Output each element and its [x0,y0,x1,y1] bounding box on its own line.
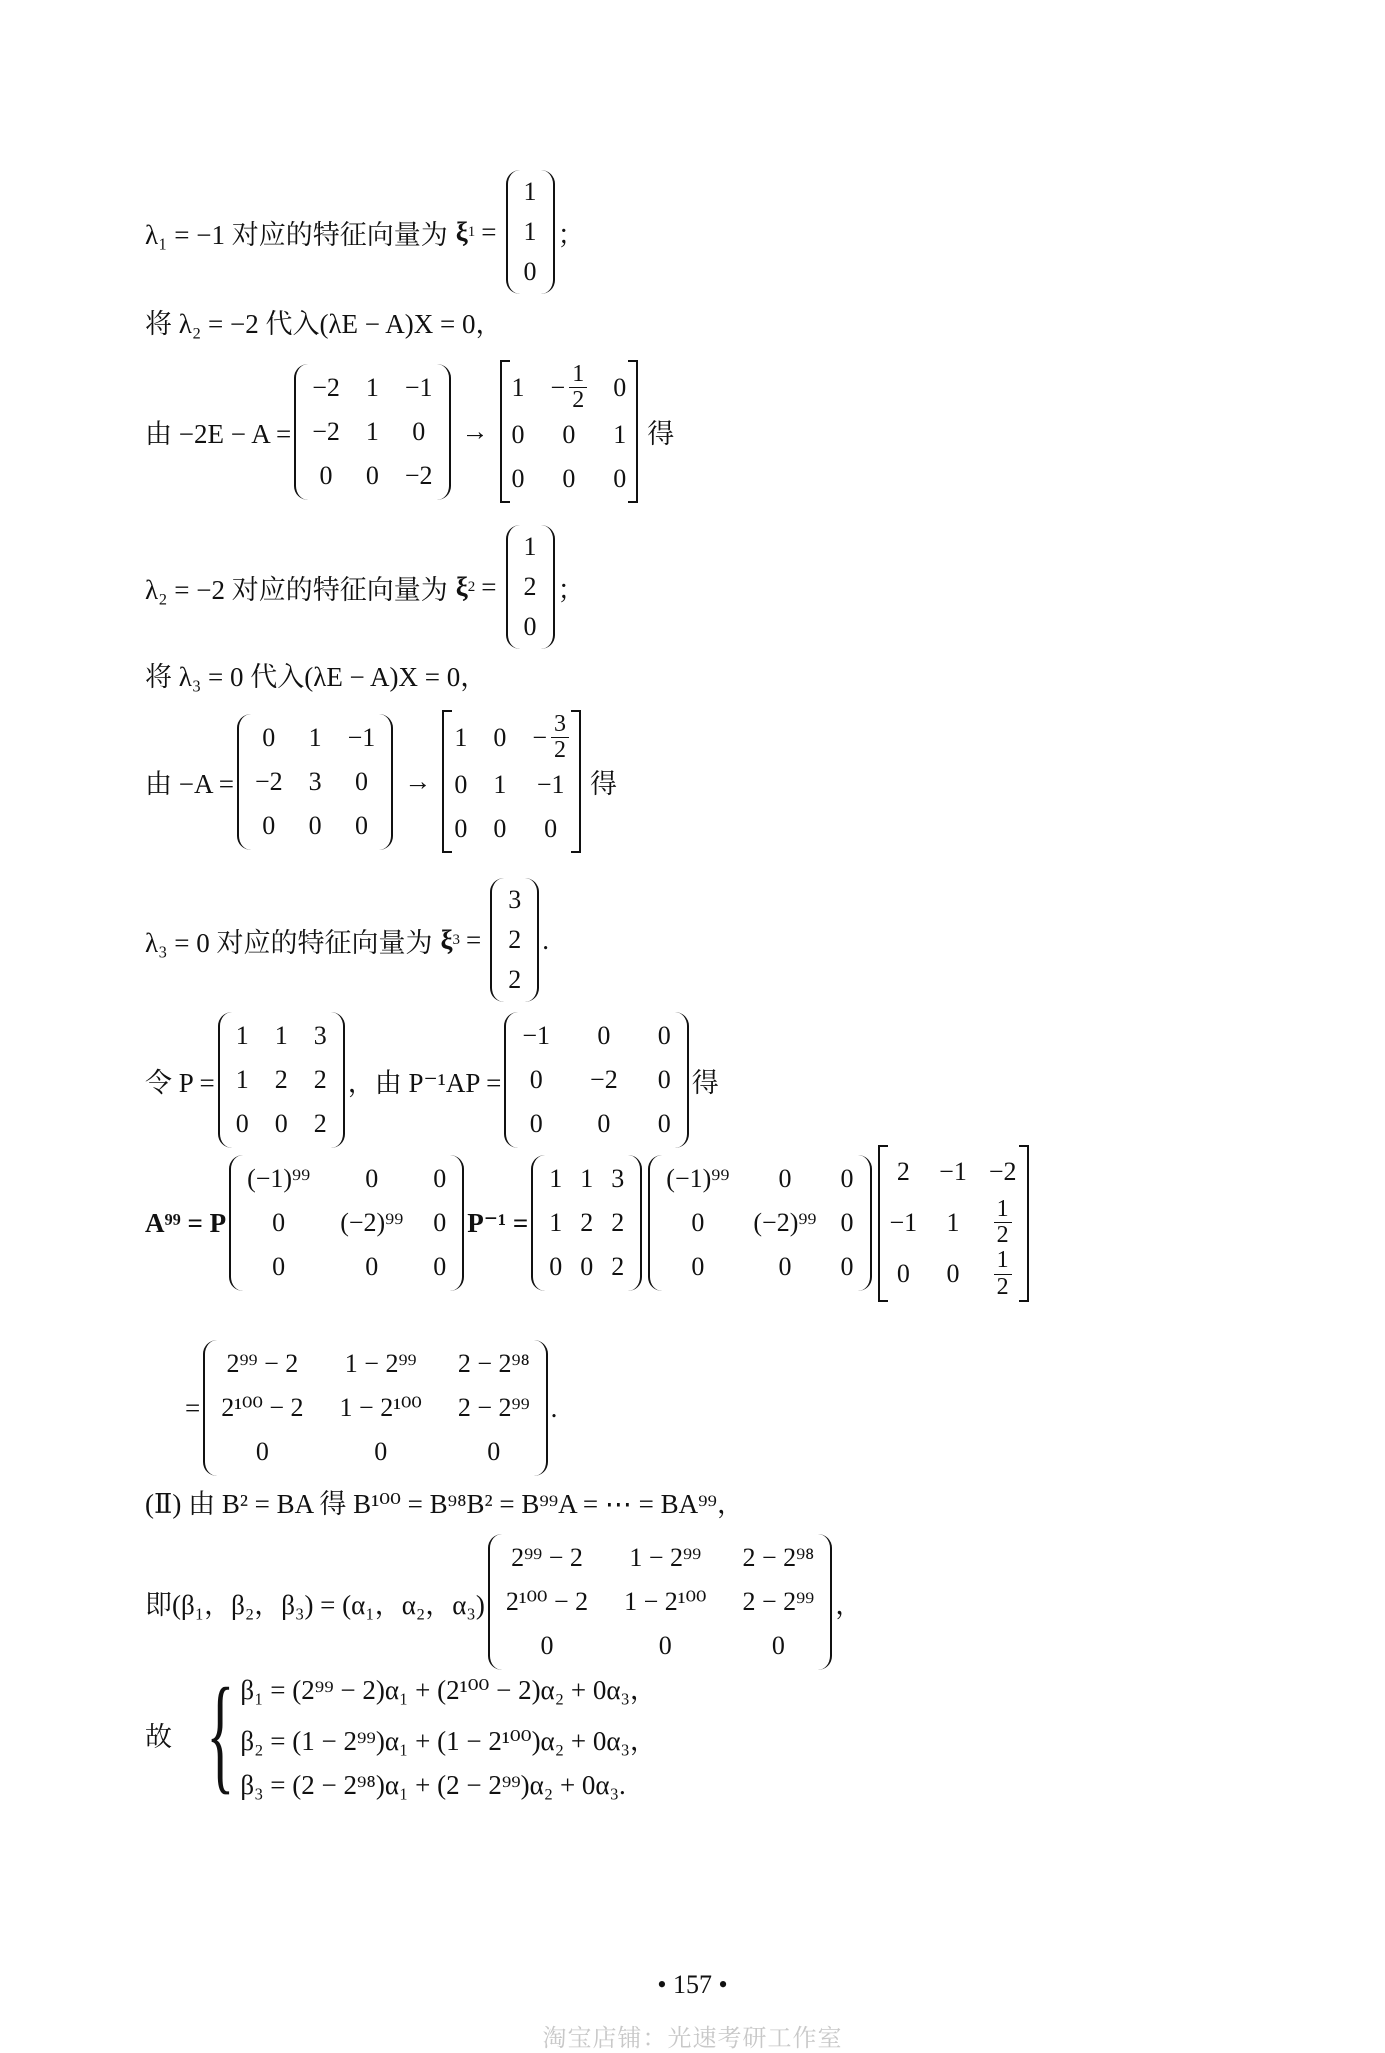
beta-alpha-prefix: 即(β₁，β₂，β₃) = (α₁，α₂，α₃) [145,1589,485,1620]
reduced-matrix-1: 1 − $\frac{1}{2}$ 0 0 0 1 0 0 0 [500,360,639,503]
xi2-vector: 1 2 0 [506,525,555,649]
eigenvector-1-line: λ₁ = −1 对应的特征向量为 ξ 1 = 1 1 0 ； [145,170,585,294]
diagonalize-line: 令 P = 1 1 3 1 2 2 0 0 2 ，由 P⁻¹AP = −1 0 0 0 −2 0 0 0 0 得 [145,1012,719,1148]
matrix-A99: 2⁹⁹ − 2 1 − 2⁹⁹ 2 − 2⁹⁸ 2¹⁰⁰ − 2 1 − 2¹⁰⁰ 2 − 2⁹⁹ 0 0 0 [203,1340,547,1476]
matrix-neg-A: 0 1 −1 −2 3 0 0 0 0 [237,714,393,850]
matrix-D99-again: (−1)⁹⁹ 0 0 0 (−2)⁹⁹ 0 0 0 0 [648,1155,871,1291]
left-brace-icon: { [206,1662,235,1806]
substitute-lambda3-text: 将 λ₃ = 0 代入(λE − A)X = 0， [145,662,488,692]
A99-expansion-line: A⁹⁹ = P (−1)⁹⁹ 0 0 0 (−2)⁹⁹ 0 0 0 0 P⁻¹ = 1 1 3 1 2 2 0 0 2 (−1)⁹⁹ 0 0 0 (−2)⁹⁹ 0 0 0 0 2 −1 −2 −1 1 $\frac{1}{2}$ 0 0 $\frac{1}{2}$ [145,1145,1032,1302]
arrow-icon: → [404,766,432,797]
eigenvector-1-text: λ₁ = −1 对应的特征向量为 [145,219,448,250]
matrix-P-inverse: 2 −1 −2 −1 1 $\frac{1}{2}$ 0 0 $\frac{1}{2}$ [878,1145,1029,1302]
eigenvector-2-text: λ₂ = −2 对应的特征向量为 [145,574,448,605]
watermark: 淘宝店铺：光速考研工作室 [542,2024,843,2052]
page-number: • 157 • [657,1970,728,1999]
xi3-vector: 3 2 2 [490,878,539,1002]
matrix-diagonal: −1 0 0 0 −2 0 0 0 0 [504,1012,688,1148]
reduced-matrix-2: 1 0 − $\frac{3}{2}$ 0 1 −1 0 0 0 [442,710,581,853]
substitute-lambda2-text: 将 λ₂ = −2 代入(λE − A)X = 0， [145,309,503,339]
eigenvector-3-line: λ₃ = 0 对应的特征向量为 ξ 3 = 3 2 2 . [145,878,549,1002]
xi-symbol: ξ [455,216,468,247]
matrix-D99: (−1)⁹⁹ 0 0 0 (−2)⁹⁹ 0 0 0 0 [229,1155,464,1291]
xi1-vector: 1 1 0 [506,170,555,294]
substitute-lambda2-line [145,302,503,341]
let-P-text: 令 P = [145,1067,215,1098]
matrix-A99-again: 2⁹⁹ − 2 1 − 2⁹⁹ 2 − 2⁹⁸ 2¹⁰⁰ − 2 1 − 2¹⁰⁰ 2 − 2⁹⁹ 0 0 0 [488,1534,832,1670]
eigenvector-3-text: λ₃ = 0 对应的特征向量为 [145,927,433,958]
substitute-lambda3-line [145,655,487,694]
A99-result-line: = 2⁹⁹ − 2 1 − 2⁹⁹ 2 − 2⁹⁸ 2¹⁰⁰ − 2 1 − 2¹⁰⁰ 2 − 2⁹⁹ 0 0 0 . [185,1340,557,1476]
matrix-P-again: 1 1 3 1 2 2 0 0 2 [531,1155,642,1291]
beta3-equation: β₃ = (2 − 2⁹⁸)α₁ + (2 − 2⁹⁹)α₂ + 0α₃. [240,1770,626,1800]
beta-alpha-line: 即(β₁，β₂，β₃) = (α₁，α₂，α₃) 2⁹⁹ − 2 1 − 2⁹⁹ 2 − 2⁹⁸ 2¹⁰⁰ − 2 1 − 2¹⁰⁰ 2 − 2⁹⁹ 0 0 0 ， [145,1534,862,1670]
matrix-neg2E-minus-A: −2 1 −1 −2 1 0 0 0 −2 [294,364,450,500]
reduce-matrix-1-line: 由 −2E − A = −2 1 −1 −2 1 0 0 0 −2 → 1 − $\frac{1}{2}$ 0 0 0 1 0 0 0 得 [145,360,674,503]
beta1-equation: β₁ = (2⁹⁹ − 2)α₁ + (2¹⁰⁰ − 2)α₂ + 0α₃， [240,1675,657,1705]
xi-subscript: 1 [467,223,476,240]
reduce-matrix-2-line: 由 −A = 0 1 −1 −2 3 0 0 0 0 → 1 0 − $\frac{3}{2}$ 0 1 −1 0 0 0 得 [145,710,617,853]
beta-system [240,1668,657,1801]
reduce-matrix-1-prefix: 由 −2E − A = [145,419,292,450]
beta-system-line: 故 { β₁ = (2⁹⁹ − 2)α₁ + (2¹⁰⁰ − 2)α₂ + 0α₃， β₂ = (1 − 2⁹⁹)α₁ + (1 − 2¹⁰⁰)α₂ + 0α₃， β₃ = (2 − 2⁹⁸)α₁ + (2 − 2⁹⁹)α₂ + 0α₃. [145,1662,657,1806]
matrix-P: 1 1 3 1 2 2 0 0 2 [218,1012,345,1148]
part-II-text: (Ⅱ) 由 B² = BA 得 B¹⁰⁰ = B⁹⁸B² = B⁹⁹A = ⋯ = BA⁹⁹， [145,1489,744,1519]
arrow-icon: → [461,416,489,447]
similarity-text: ，由 P⁻¹AP = [347,1067,502,1098]
eigenvector-2-line: λ₂ = −2 对应的特征向量为 ξ 2 = 1 2 0 ； [145,525,585,649]
A99-prefix: A⁹⁹ = P [145,1207,227,1238]
reduce-matrix-2-prefix: 由 −A = [145,769,234,800]
beta2-equation: β₂ = (1 − 2⁹⁹)α₁ + (1 − 2¹⁰⁰)α₂ + 0α₃， [240,1726,657,1756]
part-II-line [145,1482,744,1521]
